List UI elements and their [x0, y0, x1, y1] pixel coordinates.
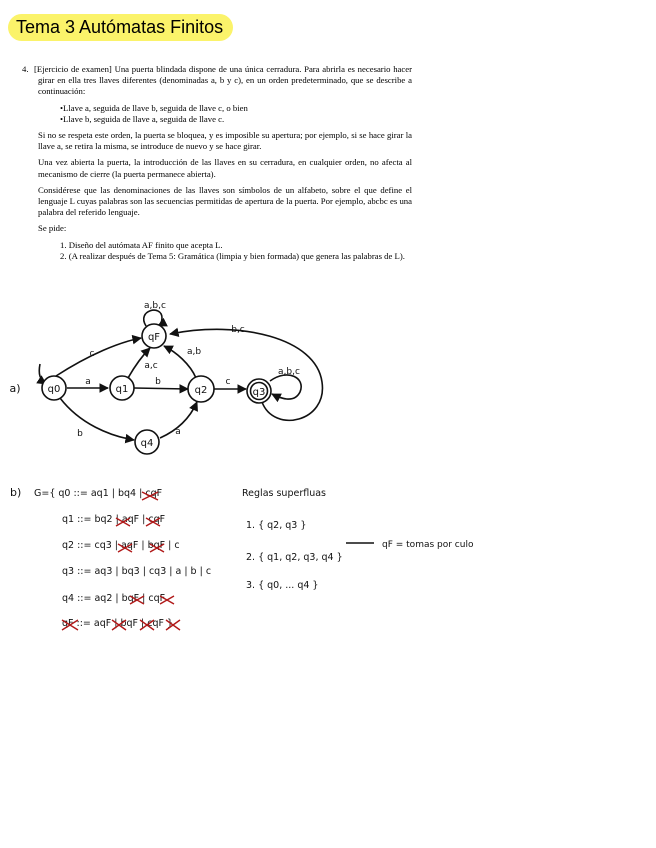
- grammar-line: G={ q0 ::= aq1 | bq4 | cqF: [34, 488, 163, 499]
- exercise-intro-text: [Ejercicio de examen] Una puerta blindada dispone de una única cerradura. Para abrirla es necesario hacer girar en ella tres llaves diferentes (denominadas a, b y c), en un orden predeterminado, que se describe a continuación:: [34, 64, 413, 97]
- exercise-paragraph: Una vez abierta la puerta, la introducción de las llaves en su cerradura, en cualquier orden, no afecta al mecanismo de cierre (la puerta permanece abierta).: [38, 157, 412, 179]
- state-label: q1: [115, 384, 129, 395]
- part-a-label: a): [9, 382, 21, 395]
- asks-list: [22, 240, 412, 262]
- exercise-number: 4.: [22, 64, 29, 74]
- edge-label: a: [175, 427, 181, 437]
- edge-label: c: [225, 377, 231, 387]
- sink-state-note: qF = tomas por culo: [382, 540, 474, 550]
- superfluous-rule: 2. { q1, q2, q3, q4 }: [246, 552, 343, 563]
- edge-q0-q4: [60, 398, 134, 440]
- grammar-line: q1 ::= bq2 | aqF | cqF: [62, 514, 166, 525]
- key-order-list: [22, 103, 412, 125]
- edge-label: b,c: [231, 325, 245, 335]
- title-highlight: [8, 14, 233, 41]
- note-arrow: [344, 538, 378, 548]
- key-order-item: •Llave b, seguida de llave a, seguida de llave c.: [60, 113, 225, 124]
- ask-item: 2. (A realizar después de Tema 5: Gramática (limpia y bien formada) que genera las palabras de L).: [60, 250, 405, 261]
- page-title: Tema 3 Autómatas Finitos: [16, 17, 224, 37]
- part-b-label: b): [10, 486, 22, 499]
- edge-label: a,b: [186, 347, 202, 357]
- edge-label: c: [89, 349, 95, 359]
- automaton-diagram: [0, 296, 340, 461]
- key-order-item: •Llave a, seguida de llave b, seguida de llave c, o bien: [60, 102, 248, 113]
- superfluous-rules-title: Reglas superfluas: [242, 488, 327, 499]
- edge-q0-qF: [56, 338, 141, 376]
- ask-item: 1. Diseño del autómata AF finito que acepta L.: [60, 239, 223, 250]
- edge-q1-q2: [134, 388, 188, 389]
- state-label: q2: [194, 385, 208, 396]
- exercise-paragraph: Si no se respeta este orden, la puerta se bloquea, y es imposible su apertura; por ejemplo, si se hace girar la llave a, se retira la misma, se introduce de nuevo y se hace girar.: [38, 130, 412, 152]
- grammar-line: q3 ::= aq3 | bq3 | cq3 | a | b | c: [62, 566, 212, 577]
- edge-label: a,c: [144, 361, 158, 371]
- edge-label: a,b,c: [144, 301, 166, 311]
- state-label: qF: [147, 332, 161, 343]
- superfluous-rule: 1. { q2, q3 }: [246, 520, 307, 531]
- grammar-line: qF ::= aqF | bqF | cqF }: [62, 618, 173, 629]
- edge-label: a: [85, 377, 91, 387]
- exercise-statement: [22, 64, 412, 262]
- edge-label: b: [77, 429, 83, 439]
- loop-q3: [270, 375, 301, 399]
- state-label: q4: [140, 438, 154, 449]
- exercise-paragraph: Considérese que las denominaciones de las llaves son símbolos de un alfabeto, sobre el que define el lenguaje L cuyas palabras son las secuencias permitidas de apertura de la puerta. Por ejemplo, abcbc es una palabra del referido lenguaje.: [38, 184, 412, 218]
- edge-label: b: [155, 377, 161, 387]
- superfluous-rule: 3. { q0, ... q4 }: [246, 580, 319, 591]
- grammar-line: q2 ::= cq3 | aqF | bqF | c: [62, 540, 180, 551]
- exercise-intro: [22, 64, 412, 98]
- state-label: q3: [252, 387, 266, 398]
- asks-label: Se pide:: [38, 223, 67, 234]
- edge-label: a,b,c: [278, 367, 300, 377]
- state-label: q0: [47, 384, 61, 395]
- strike-marks: [0, 480, 260, 640]
- grammar-line: q4 ::= aq2 | bqF | cqF: [62, 593, 166, 604]
